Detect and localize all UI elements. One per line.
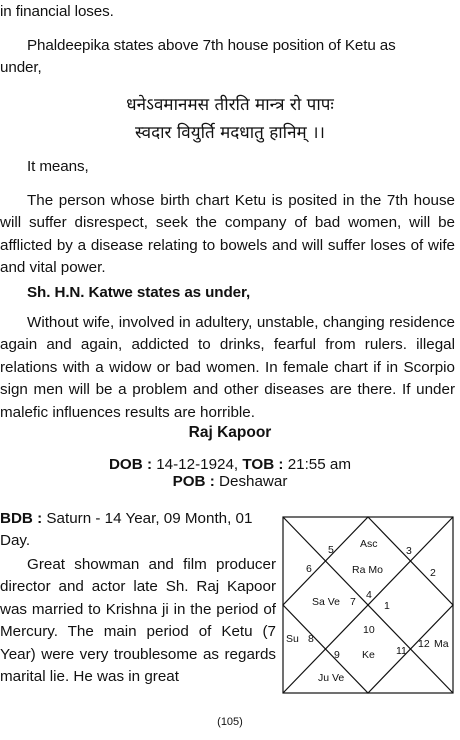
cell-3: 3 [406,545,412,557]
cell-ju-ve: Ju Ve [318,672,345,684]
dob-tob-line [0,456,460,474]
bdb-label: BDB : [0,510,43,527]
tob-label: TOB : [242,456,284,473]
cell-sa-ve: Sa Ve [312,596,341,608]
phaldeepika-line-1: Phaldeepika states above 7th house position of Ketu as [27,37,396,54]
sanskrit-verse-line-2: स्वदार वियुर्ति मदधातु हानिम् ।। [135,123,325,143]
cell-8: 8 [308,633,314,645]
intro-line: in financial loses. [0,3,114,20]
cell-asc: Asc [360,538,378,550]
dob-value: 14-12-1924, [156,456,239,473]
page-number: (105) [217,716,243,728]
cell-2: 2 [430,567,436,579]
cell-su: Su [286,633,299,645]
cell-7: 7 [350,596,356,608]
cell-ma: Ma [434,638,449,650]
cell-9: 9 [334,649,340,661]
cell-4: 4 [366,589,372,601]
cell-11: 11 [396,645,407,657]
pob-value: Deshawar [219,473,288,490]
cell-12: 12 [418,638,430,650]
cell-6: 6 [306,563,312,575]
sanskrit-verse-line-1: धनेऽवमानमस तीरति मान्त्र रो पापः [126,95,334,115]
pob-label: POB : [172,473,215,490]
pob-line [0,473,460,491]
bdb-line [0,508,272,553]
example-name: Raj Kapoor [188,424,272,441]
katwe-heading: Sh. H.N. Katwe states as under, [27,284,251,301]
it-means-line: It means, [27,158,89,175]
horoscope-chart [282,516,454,694]
cell-10: 10 [363,624,375,636]
tob-value: 21:55 am [287,456,352,473]
cell-1: 1 [384,600,390,612]
phaldeepika-line-2: under, [0,59,42,76]
story-paragraph: Great showman and film producer director and actor late Sh. Raj Kapoor was married to Krishna ji in the period of Mercury. The main period of Ketu (7 Year) were very troublesome as regards marital lie. He was in great [0,556,276,686]
cell-5: 5 [328,544,334,556]
meaning-paragraph: The person whose birth chart Ketu is posited in the 7th house will suffer disrespect, seek the company of bad women, will be afflicted by a disease relating to bowels and will suffer loses of wife and vital power. [0,192,455,277]
katwe-paragraph: Without wife, involved in adultery, unstable, changing residence again and again, addicted to drinks, fearful from rulers. illegal relations with a widow or bad women. In female chart if in Scorpio sign men will be a problem and other diseases are there. If under malefic influences results are horrible. [0,314,455,421]
dob-label: DOB : [108,456,152,473]
cell-ra-mo: Ra Mo [352,564,383,576]
bdb-value: Saturn - 14 Year, 09 Month, 01 Day. [0,510,253,550]
cell-ke: Ke [362,649,375,661]
